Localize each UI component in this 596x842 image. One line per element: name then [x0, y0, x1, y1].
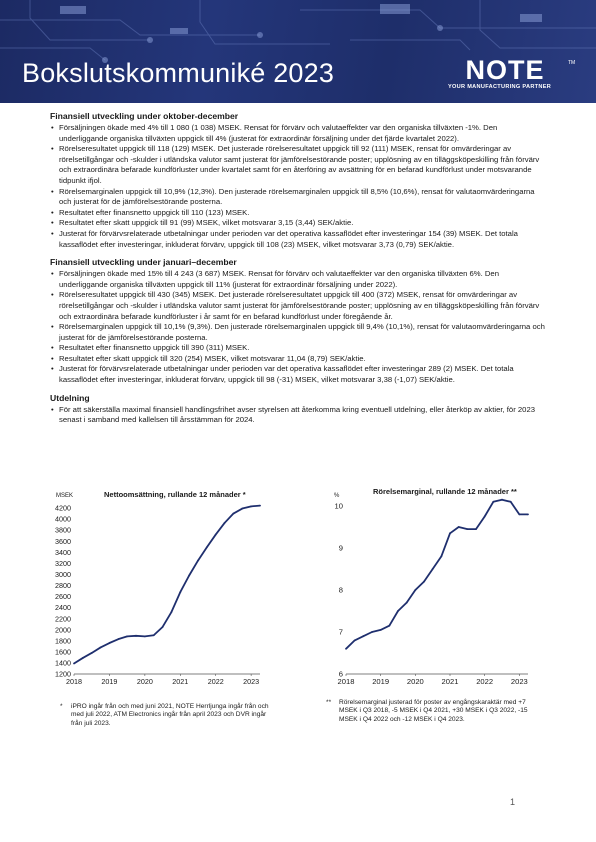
y-tick-label: 2400 [55, 603, 71, 613]
section-heading: Utdelning [50, 392, 90, 403]
footnote-mark: ** [326, 699, 332, 706]
footnote-text: iPRO ingår från och med juni 2021, NOTE Herrljunga ingår från och med juli 2022, ATM Electronics ingår från april 2023 och DVR ingår från juli 2023. [71, 703, 269, 727]
section-heading: Finansiell utveckling under januari–december [50, 257, 237, 268]
data-point [414, 589, 416, 591]
data-point [153, 634, 155, 636]
page-title: Bokslutskommuniké 2023 [22, 58, 335, 88]
bullet-item: • För att säkerställa maximal finansiell handlingsfrihet avser styrelsen att återkomma kring eventuell utdelning, eller återköp av aktier, för 2023 senast i samband med kallelsen till årsstämman för 2024. [50, 405, 548, 426]
x-tick-label: 2020 [136, 677, 153, 686]
bullet-item: • Resultatet efter finansnetto uppgick till 110 (123) MSEK. [50, 208, 548, 219]
data-point [466, 528, 468, 530]
bullet-list [50, 123, 548, 250]
y-tick-label: 2600 [55, 592, 71, 602]
page-number: 1 [510, 797, 516, 807]
data-point [484, 516, 486, 518]
x-tick-label: 2018 [66, 677, 82, 686]
y-tick-label: 4200 [55, 503, 71, 513]
data-point [362, 635, 364, 637]
data-point [91, 652, 93, 654]
data-point [440, 556, 442, 558]
data-point [171, 611, 173, 613]
x-tick-label: 2021 [172, 677, 189, 686]
y-tick-label: 10 [334, 501, 343, 511]
data-point [250, 505, 252, 507]
footnote-margin [326, 699, 530, 724]
data-point [371, 631, 373, 633]
y-tick-label: 2200 [55, 614, 71, 624]
logo-tagline: YOUR MANUFACTURING PARTNER [448, 84, 552, 90]
data-point [449, 532, 451, 534]
bullet-item: • Rörelsemarginalen uppgick till 10,1% (9,3%). Den justerade rörelsemarginalen uppgick till 9,4% (10,1%), rensat för valutaomvärderingarna och justerat för de jämförelsestörande posterna. [50, 322, 548, 343]
net-sales-chart [44, 498, 276, 688]
bullet-item: • Rörelseresultatet uppgick till 430 (345) MSEK. Det justerade rörelseresultatet uppgick till 400 (372) MSEK, rensat för omvärderingar av rörelsetillgångar och -skulder i utländska valutor samt justerat för jämförelsestörande poster; upplösning av en tilläggsköpeskilling från förvärv och extraordinära befarade kundförluster i år samt för en befarad kundförlust under föregående år. [50, 290, 548, 322]
y-tick-label: 2800 [55, 581, 71, 591]
x-tick-label: 2019 [372, 677, 390, 686]
y-tick-label: 7 [338, 627, 343, 637]
data-point [354, 640, 356, 642]
y-tick-label: 3600 [55, 536, 71, 546]
x-tick-label: 2021 [441, 677, 459, 686]
data-point [144, 635, 146, 637]
data-point [492, 501, 494, 503]
x-tick-label: 2018 [337, 677, 355, 686]
bullet-list [50, 405, 548, 426]
y-tick-label: 8 [338, 585, 343, 595]
data-point [100, 647, 102, 649]
bullet-item: • Försäljningen ökade med 4% till 1 080 (1 038) MSEK. Rensat för förvärv och valutaeffekter var den organiska tillväxten -1%. Den underliggande organiska tillväxten uppgick till 4% (justerat för extraordinär försäljning under det fjärde kvartalet 2022). [50, 123, 548, 144]
y-tick-label: 1400 [55, 658, 71, 668]
data-point [126, 635, 128, 637]
bullet-item: • Resultatet efter skatt uppgick till 91 (99) MSEK, vilket motsvarar 3,15 (3,44) SEK/aktie. [50, 218, 548, 229]
chart1-unit-label: MSEK [56, 493, 74, 499]
data-point [224, 522, 226, 524]
y-tick-label: 3200 [55, 558, 71, 568]
data-point [233, 513, 235, 515]
data-point [518, 514, 520, 516]
data-point [241, 508, 243, 510]
y-tick-label: 3400 [55, 547, 71, 557]
logo-trademark: TM [568, 60, 576, 66]
series-line [346, 500, 528, 649]
y-tick-label: 4000 [55, 514, 71, 524]
data-point [510, 501, 512, 503]
y-tick-label: 1200 [55, 669, 71, 679]
bullet-item: • Justerat för förvärvsrelaterade utbetalningar under perioden var det operativa kassaflödet efter investeringar 289 (2) MSEK. Det totala kassaflödet efter investeringar, inkluderat förvärv, uppgick till 98 (-31) MSEK, vilket motsvarar 3,38 (-1,07) SEK/aktie. [50, 364, 548, 385]
section-heading: Finansiell utveckling under oktober-december [50, 111, 239, 121]
data-point [501, 499, 503, 501]
data-point [206, 546, 208, 548]
data-point [109, 642, 111, 644]
data-point [423, 581, 425, 583]
bullet-item: • Justerat för förvärvsrelaterade utbetalningar under perioden var det operativa kassaflödet efter investeringar 154 (39) MSEK. Det totala kassaflödet efter investeringar, inkluderat förvärv, uppgick till 108 (23) MSEK, vilket motsvarar 3,73 (0,79) SEK/aktie. [50, 229, 548, 250]
x-tick-label: 2023 [510, 677, 528, 686]
section-q4 [50, 111, 548, 250]
data-point [345, 648, 347, 650]
footnote-sales [60, 703, 278, 728]
data-point [188, 575, 190, 577]
series-line [74, 506, 260, 664]
y-tick-label: 3800 [55, 525, 71, 535]
x-tick-label: 2023 [243, 677, 260, 686]
footnote-mark: * [60, 703, 63, 710]
data-point [179, 591, 181, 593]
bullet-item: • Resultatet efter skatt uppgick till 320 (254) MSEK, vilket motsvarar 11,04 (8,79) SEK/aktie. [50, 354, 548, 365]
data-point [475, 528, 477, 530]
y-tick-label: 6 [338, 669, 343, 679]
data-point [458, 526, 460, 528]
x-tick-label: 2022 [476, 677, 494, 686]
section-full-year [50, 257, 548, 386]
data-point [388, 625, 390, 627]
logo-wordmark: NOTE [465, 55, 545, 85]
x-tick-label: 2020 [406, 677, 424, 686]
bullet-item: • Resultatet efter finansnetto uppgick till 390 (311) MSEK. [50, 343, 548, 354]
bullet-item: • Rörelseresultatet uppgick till 118 (129) MSEK. Det justerade rörelseresultatet uppgick till 92 (111) MSEK, rensat för omvärderingar av rörelsetillgångar och -skulder i utländska valutor samt justerat för jämförelsestörande poster; upplösning av en tilläggsköpeskilling från förvärv och extraordinära befarade kundförluster under kvartalet samt för en återföring av avsättning för en befarad kundförlust under motsvarande tidpunkt ifjol. [50, 144, 548, 186]
section-dividend [50, 393, 548, 426]
bullet-item: • Försäljningen ökade med 15% till 4 243 (3 687) MSEK. Rensat för förvärv och valutaeffekter var den organiska tillväxten 6%. Den underliggande organiska tillväxten uppgick till 11% (justerat för extraordinär försäljning under 2022). [50, 269, 548, 290]
data-point [73, 663, 75, 665]
note-logo [442, 55, 576, 94]
data-point [406, 602, 408, 604]
data-point [162, 626, 164, 628]
data-point [215, 534, 217, 536]
y-tick-label: 2000 [55, 625, 71, 635]
data-point [397, 610, 399, 612]
y-tick-label: 3000 [55, 570, 71, 579]
y-tick-label: 9 [338, 543, 343, 553]
y-tick-label: 1800 [55, 636, 71, 646]
bullet-list [50, 269, 548, 386]
bullet-item: • Rörelsemarginalen uppgick till 10,9% (12,3%). Den justerade rörelsemarginalen uppgick till 8,5% (10,6%), rensat för valutaomvärderingarna och justerat för de jämförelsestörande posterna. [50, 187, 548, 208]
chart2-title: Rörelsemarginal, rullande 12 månader ** [373, 487, 517, 496]
y-tick-label: 1600 [55, 647, 71, 657]
data-point [82, 657, 84, 659]
data-point [527, 514, 529, 516]
data-point [117, 638, 119, 640]
footnote-text: Rörelsemarginal justerad för poster av engångskaraktär med +7 MSEK i Q3 2018, -5 MSEK i Q4 2021, +30 MSEK i Q3 2022, -15 MSEK i Q4 2022 och -12 MSEK i Q4 2023. [339, 699, 528, 723]
operating-margin-chart [320, 498, 542, 688]
report-body [50, 111, 548, 426]
data-point [197, 560, 199, 562]
data-point [135, 635, 137, 637]
header-banner [0, 0, 596, 103]
data-point [259, 505, 261, 507]
data-point [432, 568, 434, 570]
chart1-title: Nettoomsättning, rullande 12 månader * [104, 490, 246, 499]
x-tick-label: 2019 [101, 677, 118, 686]
data-point [380, 629, 382, 631]
x-tick-label: 2022 [207, 677, 224, 686]
chart2-unit-label: % [334, 493, 340, 499]
